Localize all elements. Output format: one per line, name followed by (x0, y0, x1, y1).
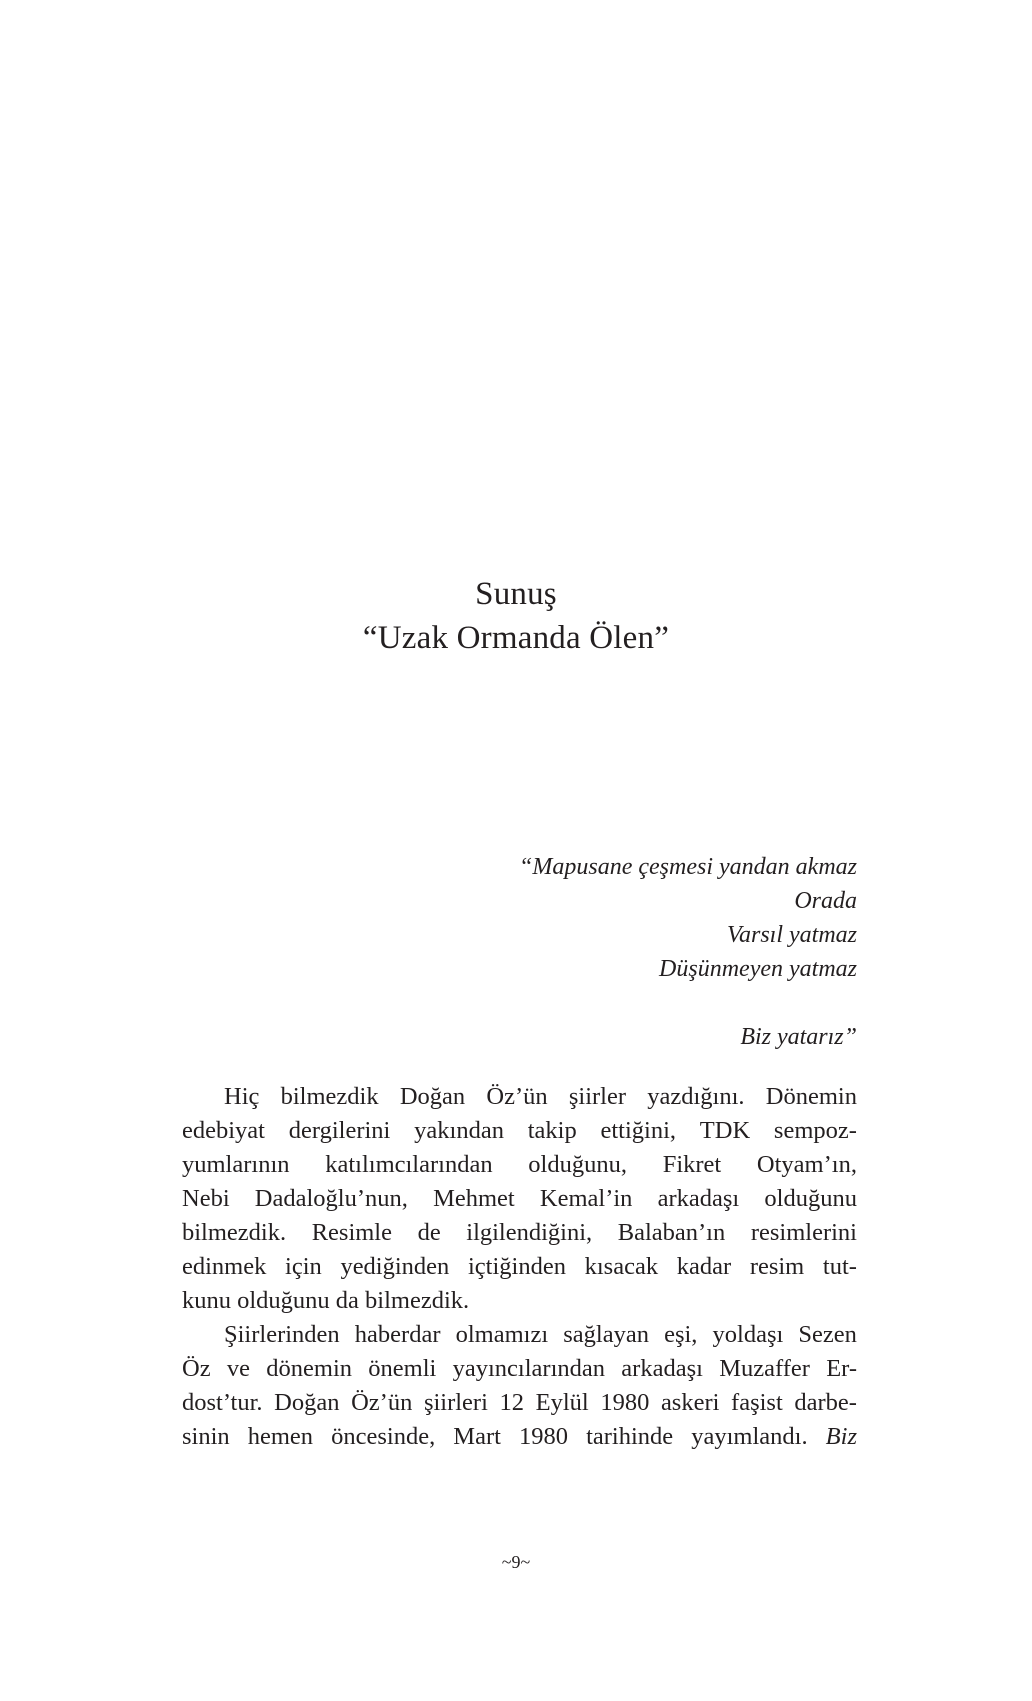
epigraph-stanza-gap (380, 986, 857, 1020)
word: askeri (660, 1389, 720, 1416)
word: dost’tur. (182, 1389, 263, 1416)
word: arkadaşı (621, 1355, 703, 1382)
word: edinmek (182, 1253, 267, 1280)
word: de (417, 1219, 441, 1246)
word: tarihinde (586, 1423, 674, 1450)
word: Doğan (399, 1083, 466, 1110)
text-line (182, 1148, 857, 1182)
word: Hiç (224, 1083, 260, 1110)
text-line-with-italic (182, 1420, 857, 1454)
word: yoldaşı (712, 1321, 784, 1348)
word: Balaban’ın (617, 1219, 726, 1246)
epigraph-line: “Mapusane çeşmesi yandan akmaz (519, 854, 857, 880)
word: Er- (826, 1355, 857, 1382)
word: arkadaşı (657, 1185, 740, 1212)
word: Şiirlerinden (224, 1321, 340, 1348)
word: Dönemin (765, 1083, 857, 1110)
word: edebiyat (182, 1117, 265, 1144)
word: olduğunu, (528, 1151, 627, 1178)
word: kısacak (584, 1253, 659, 1280)
text-line (182, 1318, 857, 1352)
word: içtiğinden (467, 1253, 566, 1280)
word: yumlarının (182, 1151, 290, 1178)
word: resimlerini (750, 1219, 857, 1246)
text-line (182, 1352, 857, 1386)
word: olmamızı (455, 1321, 549, 1348)
word: yayımlandı. (691, 1423, 808, 1450)
epigraph-line: Düşünmeyen yatmaz (659, 956, 857, 982)
word: TDK (699, 1117, 751, 1144)
word: kadar (676, 1253, 732, 1280)
epigraph-line: Orada (794, 888, 857, 914)
chapter-subtitle: “Uzak Ormanda Ölen” (362, 620, 670, 656)
word: Mart (453, 1423, 501, 1450)
word: 1980 (519, 1423, 568, 1450)
word: resim (749, 1253, 805, 1280)
word: yayıncılarından (452, 1355, 606, 1382)
word: sempoz- (773, 1117, 857, 1144)
word: sinin (182, 1423, 230, 1450)
chapter-title-main: Sunuş (475, 576, 557, 612)
word: Nebi (182, 1185, 230, 1212)
word: Öz’ün (486, 1083, 548, 1110)
word: bilmezdik. (182, 1219, 287, 1246)
word: Muzaffer (719, 1355, 810, 1382)
text-line-last (182, 1284, 857, 1318)
word: şiirler (568, 1083, 627, 1110)
text-line (182, 1250, 857, 1284)
epigraph (380, 850, 857, 1054)
word: Mehmet (433, 1185, 515, 1212)
word: dönemin (266, 1355, 353, 1382)
word: yediğinden (340, 1253, 450, 1280)
word: ettiğini, (600, 1117, 677, 1144)
word: öncesinde, (331, 1423, 436, 1450)
body-text (182, 1080, 857, 1454)
word: Fikret (662, 1151, 722, 1178)
word: yazdığını. (647, 1083, 745, 1110)
word: 1980 (600, 1389, 650, 1416)
word: dergilerini (288, 1117, 391, 1144)
italic-word: Biz (825, 1423, 857, 1450)
word: Eylül (535, 1389, 589, 1416)
paragraph-2 (182, 1318, 857, 1454)
word: ilgilendiğini, (466, 1219, 593, 1246)
word: darbe- (794, 1389, 857, 1416)
word: 12 (499, 1389, 525, 1416)
word: Sezen (798, 1321, 857, 1348)
word: şiirleri (423, 1389, 488, 1416)
word: Otyam’ın, (756, 1151, 857, 1178)
word: hemen (247, 1423, 314, 1450)
word: haberdar (354, 1321, 441, 1348)
text-line (182, 1114, 857, 1148)
word: önemli (368, 1355, 437, 1382)
chapter-title (0, 572, 1032, 660)
word: bilmezdik (280, 1083, 379, 1110)
word: faşist (731, 1389, 783, 1416)
text-line (182, 1216, 857, 1250)
word: takip (527, 1117, 577, 1144)
word: Kemal’in (539, 1185, 633, 1212)
word: tut- (822, 1253, 857, 1280)
text-line-content: kunu olduğunu da bilmezdik. (182, 1287, 470, 1314)
word: ve (226, 1355, 250, 1382)
word: Doğan (274, 1389, 340, 1416)
word: Resimle (311, 1219, 392, 1246)
word: eşi, (664, 1321, 698, 1348)
epigraph-closing-line: Biz yatarız” (740, 1024, 857, 1050)
word: Öz (182, 1355, 211, 1382)
word: Dadaloğlu’nun, (254, 1185, 408, 1212)
epigraph-line: Varsıl yatmaz (726, 922, 857, 948)
word: için (285, 1253, 322, 1280)
word: yakından (414, 1117, 504, 1144)
text-line (182, 1386, 857, 1420)
text-line (182, 1080, 857, 1114)
word: Öz’ün (351, 1389, 413, 1416)
word: olduğunu (764, 1185, 857, 1212)
text-line (182, 1182, 857, 1216)
page-number: ~9~ (501, 1552, 531, 1572)
paragraph-1 (182, 1080, 857, 1318)
word: katılımcılarından (325, 1151, 493, 1178)
word: sağlayan (563, 1321, 649, 1348)
